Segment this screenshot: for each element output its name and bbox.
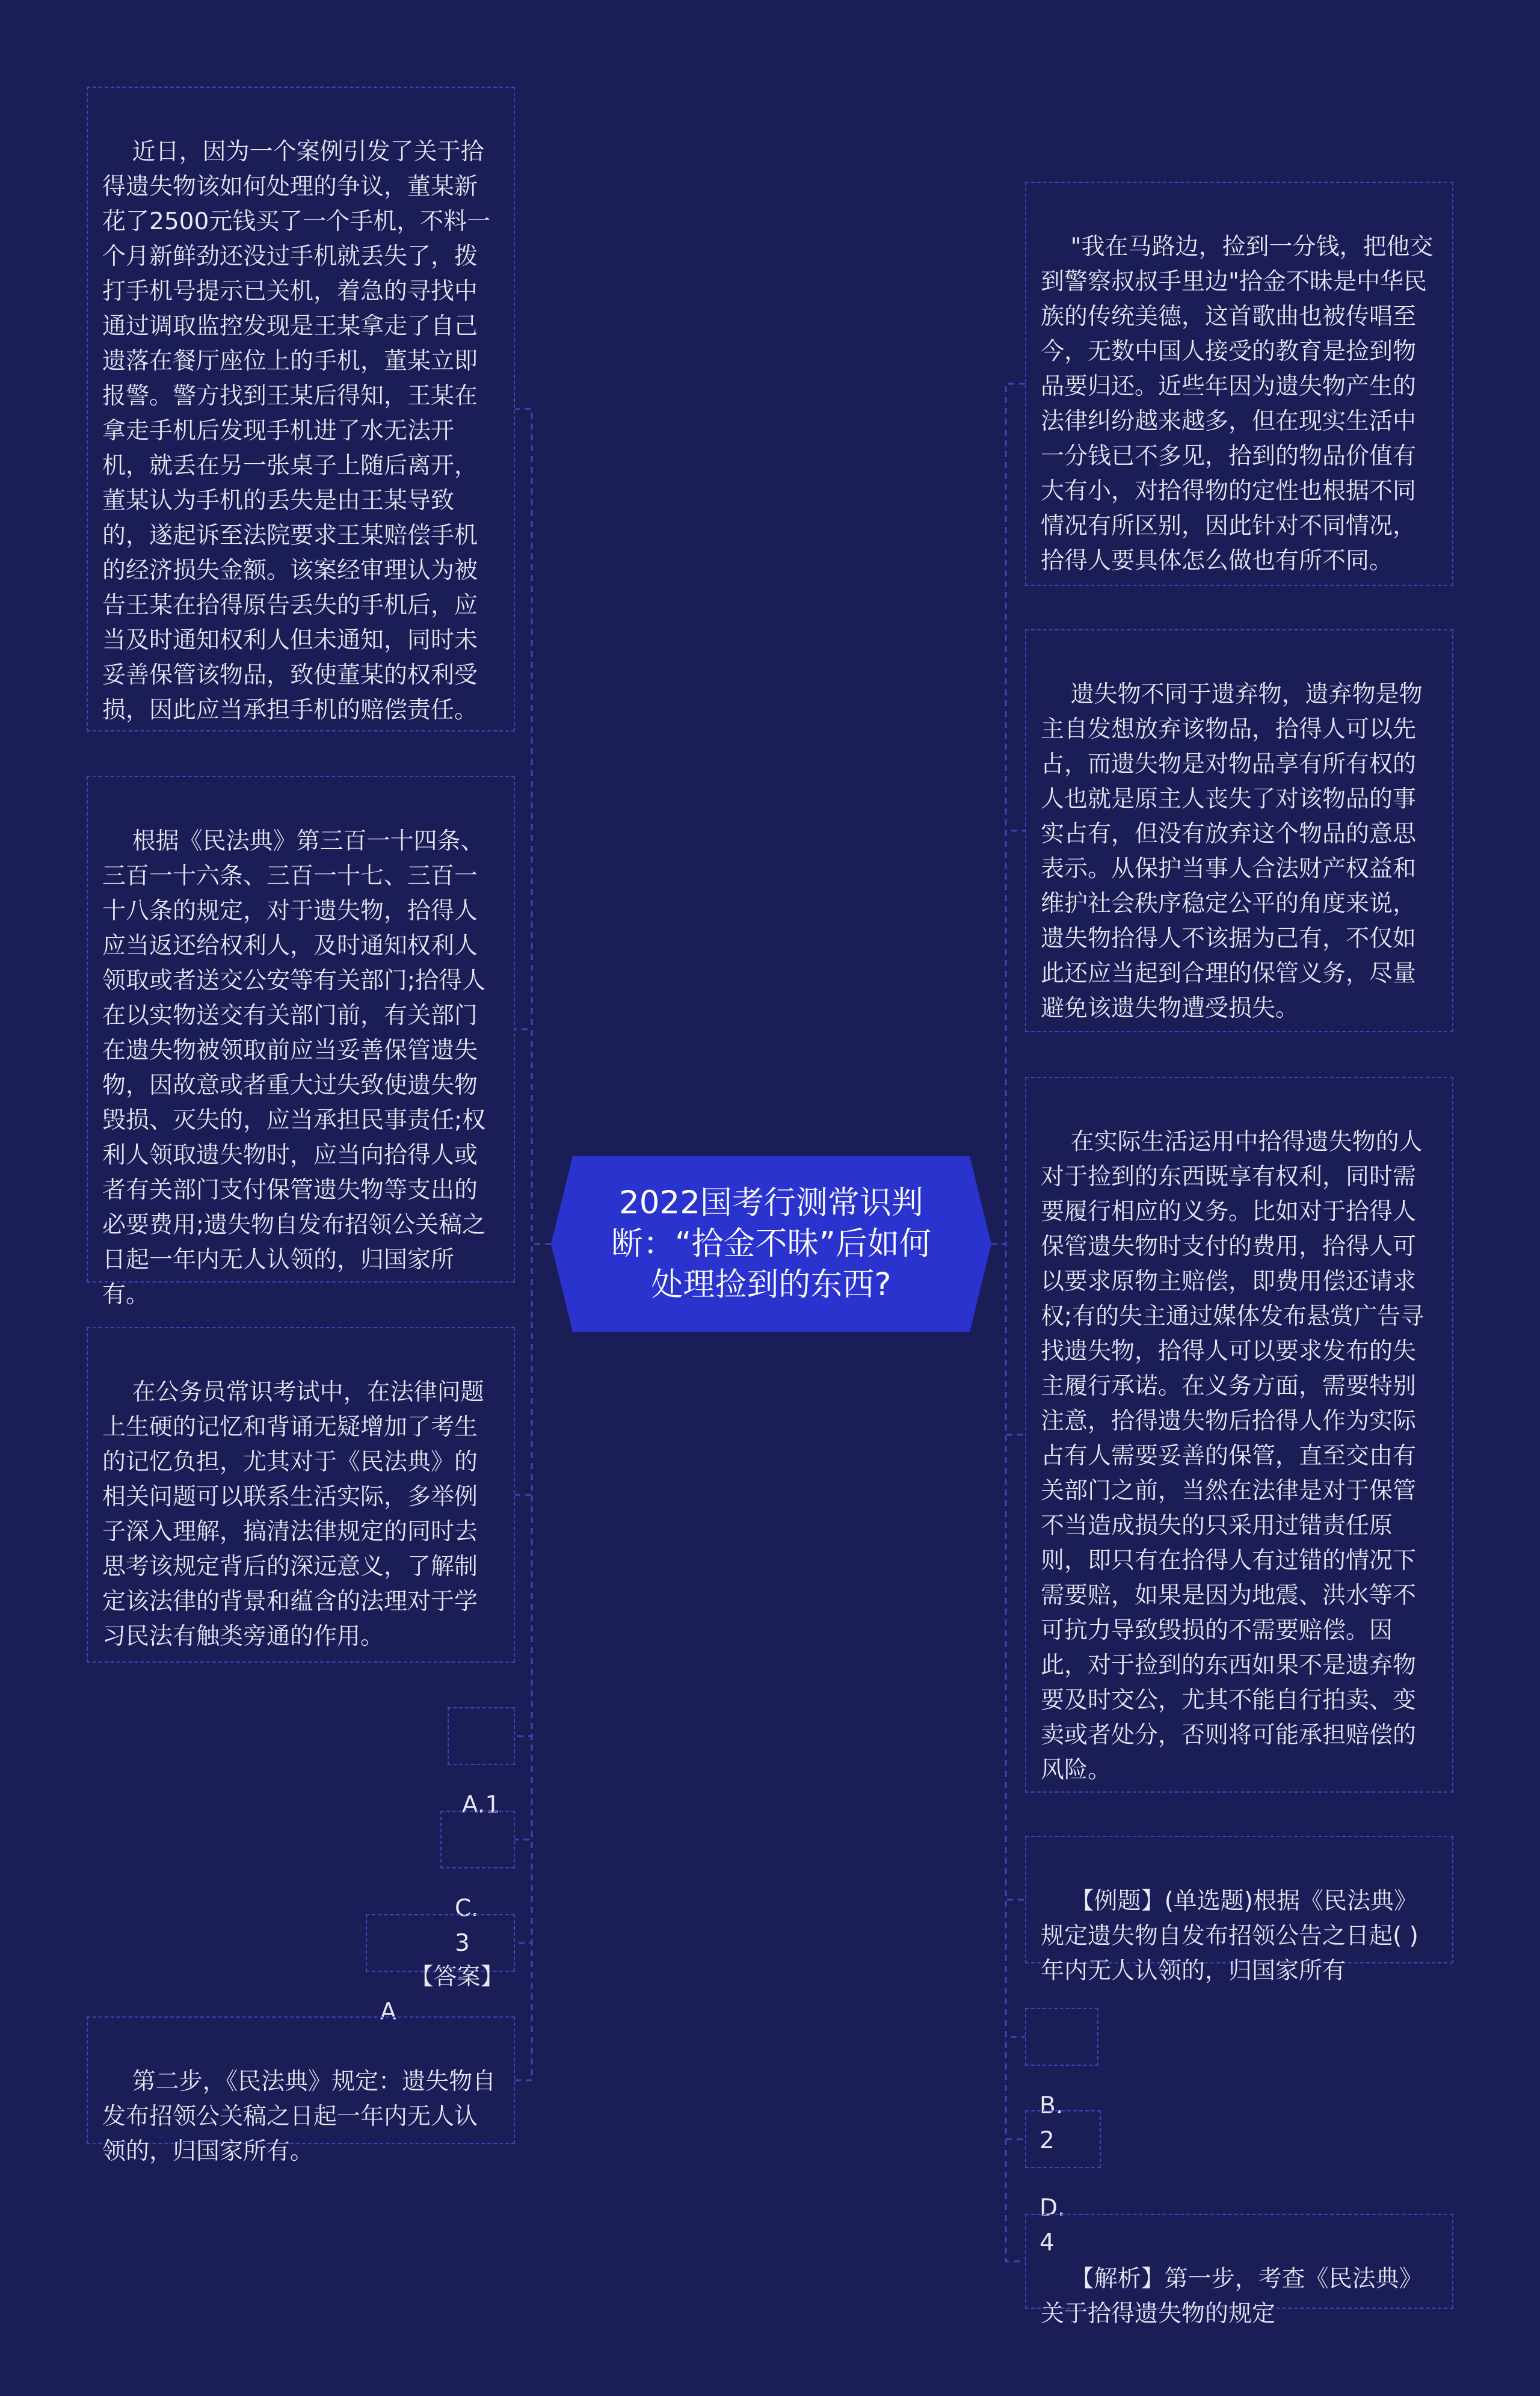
- node-study-advice-text: 在公务员常识考试中，在法律问题上生硬的记忆和背诵无疑增加了考生的记忆负担，尤其对于《民法典》的相关问题可以联系生活实际，多举例子深入理解，搞清法律规定的同时去思考该规定背后的深远意义，了解制定该法律的背景和蕴含的法理对于学习民法有触类旁通的作用。: [102, 1379, 484, 1650]
- connector-right-7: [991, 384, 1025, 1244]
- node-song-intro[interactable]: [1025, 182, 1453, 586]
- connector-left-5: [515, 1244, 551, 1943]
- node-option-b-text: B. 2: [1040, 2092, 1071, 2154]
- node-option-b[interactable]: [1025, 2008, 1098, 2154]
- connector-right-8: [991, 831, 1025, 1244]
- node-example-question-text: 【例题】(单选题)根据《民法典》规定遗失物自发布招领公告之日起( )年内无人认领的，归国家所有: [1041, 1888, 1418, 1985]
- central-topic[interactable]: [551, 1156, 991, 1332]
- connector-right-9: [991, 1244, 1025, 1435]
- connector-left-3: [515, 1244, 551, 1736]
- node-study-advice[interactable]: [87, 1327, 515, 1663]
- connector-left-0: [515, 409, 551, 1244]
- node-civil-code-rules[interactable]: [87, 776, 515, 1308]
- node-option-a[interactable]: [448, 1707, 515, 1819]
- node-analysis[interactable]: [1025, 2214, 1453, 2327]
- connector-right-13: [991, 1244, 1025, 2261]
- node-rights-duties-text: 在实际生活运用中拾得遗失物的人对于捡到的东西既享有权利，同时需要履行相应的义务。比如对于拾得人保管遗失物时支付的费用，拾得人可以要求原物主赔偿，即费用偿还请求权;有的失主通过媒体发布悬赏广告寻找遗失物，拾得人可以要求发布的失主履行承诺。在义务方面，需要特别注意，拾得遗失物后拾得人作为实际占有人需要妥善的保管，直至交由有关部门之前，当然在法律是对于保管不当造成损失的只采用过错责任原则，即只有在拾得人有过错的情况下需要赔，如果是因为地震、洪水等不可抗力导致毁损的不需要赔偿。因此，对于捡到的东西如果不是遗弃物要及时交公，尤其不能自行拍卖、变卖或者处分，否则将可能承担赔偿的风险。: [1041, 1129, 1424, 1784]
- node-answer[interactable]: [366, 1914, 515, 2025]
- node-lost-vs-abandoned-text: 遗失物不同于遗弃物，遗弃物是物主自发想放弃该物品，拾得人可以先占，而遗失物是对物品享有所有权的人也就是原主人丧失了对该物品的事实占有，但没有放弃这个物品的意思表示。从保护当事人合法财产权益和维护社会秩序稳定公平的角度来说，遗失物拾得人不该据为己有，不仅如此还应当起到合理的保管义务，尽量避免该遗失物遭受损失。: [1041, 681, 1423, 1022]
- node-option-a-text: A.1: [462, 1791, 500, 1819]
- node-option-c-text: C. 3: [455, 1895, 487, 1957]
- node-civil-code-rules-text: 根据《民法典》第三百一十四条、三百一十六条、三百一十七、三百一十八条的规定，对于遗失物，拾得人应当返还给权利人，及时通知权利人领取或者送交公安等有关部门;拾得人在以实物送交有关部门前，有关部门在遗失物被领取前应当妥善保管遗失物，因故意或者重大过失致使遗失物毁损、灭失的，应当承担民事责任;权利人领取遗失物时，应当向拾得人或者有关部门支付保管遗失物等支出的必要费用;遗失物自发布招领公关稿之日起一年内无人认领的，归国家所有。: [102, 828, 486, 1308]
- node-case-story[interactable]: [87, 87, 515, 731]
- node-example-question[interactable]: [1025, 1836, 1453, 1985]
- node-step-two-text: 第二步，《民法典》规定：遗失物自发布招领公关稿之日起一年内无人认领的，归国家所有。: [102, 2068, 496, 2165]
- connector-right-10: [991, 1244, 1025, 1900]
- node-lost-vs-abandoned[interactable]: [1025, 629, 1453, 1032]
- connector-right-11: [991, 1244, 1025, 2037]
- connector-left-1: [515, 1029, 551, 1244]
- node-step-two[interactable]: [87, 2016, 515, 2165]
- connector-left-6: [515, 1244, 551, 2080]
- node-option-c[interactable]: [440, 1811, 515, 1957]
- central-topic-title: 2022国考行测常识判断：“拾金不昧”后如何处理捡到的东西?: [611, 1184, 931, 1303]
- connector-right-12: [991, 1244, 1025, 2139]
- connector-left-4: [515, 1244, 551, 1840]
- node-analysis-text: 【解析】第一步，考查《民法典》关于拾得遗失物的规定: [1041, 2265, 1423, 2327]
- node-answer-text: 【答案】A: [380, 1963, 493, 2025]
- node-rights-duties[interactable]: [1025, 1077, 1453, 1793]
- node-case-story-text: 近日，因为一个案例引发了关于拾得遗失物该如何处理的争议，董某新花了2500元钱买了一个手机，不料一个月新鲜劲还没过手机就丢失了，拨打手机号提示已关机，着急的寻找中通过调取监控发现是王某拿走了自己遗落在餐厅座位上的手机，董某立即报警。警方找到王某后得知，王某在拿走手机后发现手机进了水无法开机，就丢在另一张桌子上随后离开，董某认为手机的丢失是由王某导致的，遂起诉至法院要求王某赔偿手机的经济损失金额。该案经审理认为被告王某在拾得原告丢失的手机后，应当及时通知权利人但未通知，同时未妥善保管该物品，致使董某的权利受损，因此应当承担手机的赔偿责任。: [102, 138, 491, 724]
- node-option-d-text: D. 4: [1040, 2194, 1073, 2256]
- node-song-intro-text: "我在马路边，捡到一分钱，把他交到警察叔叔手里边"拾金不昧是中华民族的传统美德，这首歌曲也被传唱至今，无数中国人接受的教育是捡到物品要归还。近些年因为遗失物产生的法律纠纷越来越多，但在现实生活中一分钱已不多见，拾到的物品价值有大有小，对拾得物的定性也根据不同情况有所区别，因此针对不同情况，拾得人要具体怎么做也有所不同。: [1041, 233, 1434, 574]
- node-option-d[interactable]: [1025, 2110, 1101, 2256]
- connector-left-2: [515, 1244, 551, 1495]
